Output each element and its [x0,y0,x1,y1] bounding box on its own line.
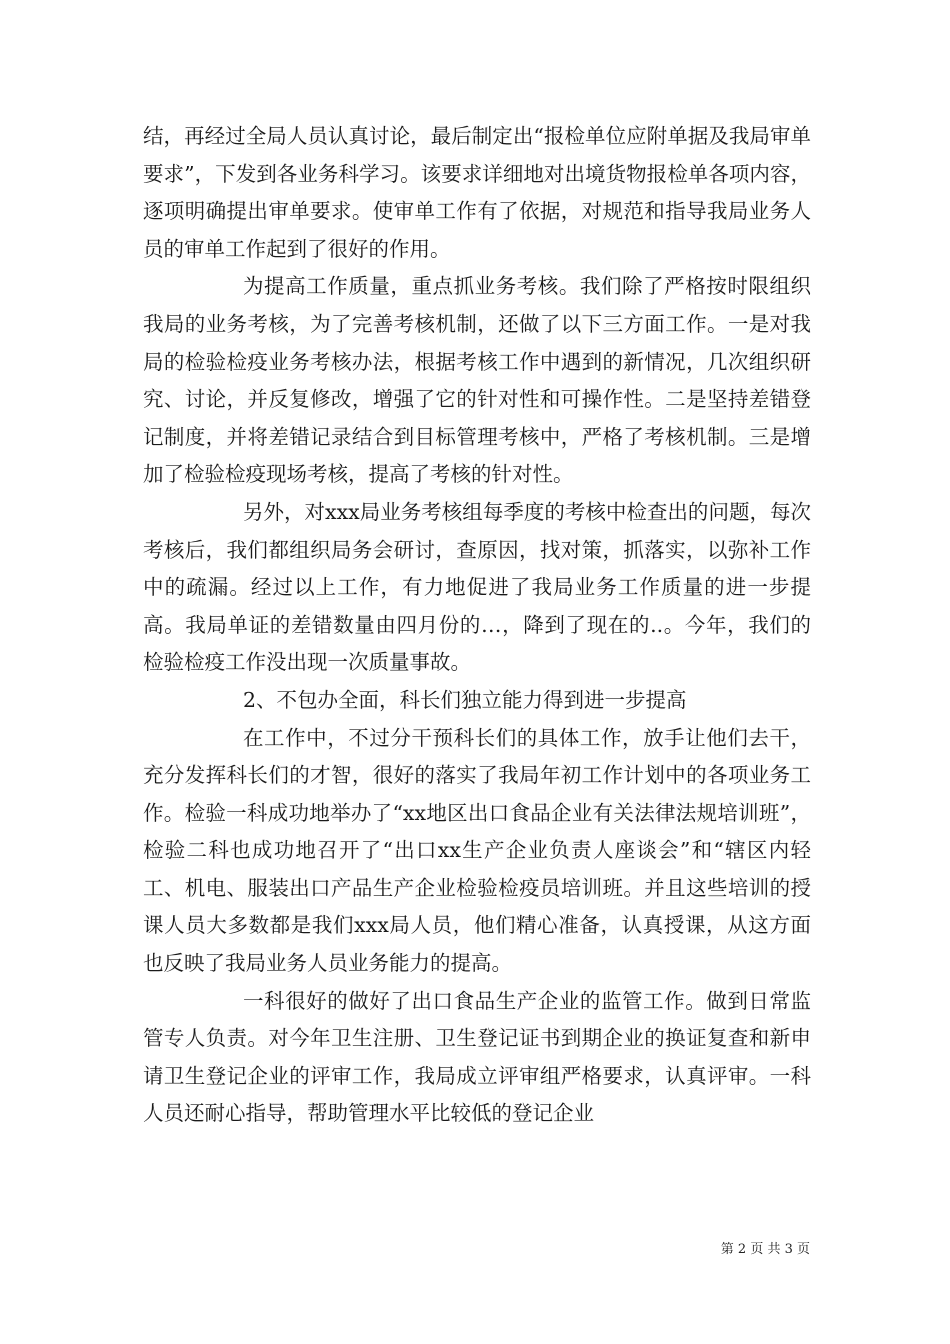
paragraph-quality-improvement: 另外，对xxx局业务考核组每季度的考核中检查出的问题，每次考核后，我们都组织局务会研讨，查原因，找对策，抓落实，以弥补工作中的疏漏。经过以上工作，有力地促进了我局业务工作质量的进一步提高。我局单证的差错数量由四月份的…，降到了现在的..。今年，我们的检验检疫工作没出现一次质量事故。 [143,499,811,675]
page-number-footer: 第 2 页 共 3 页 [720,1242,810,1257]
paragraph-food-supervision: 一科很好的做好了出口食品生产企业的监管工作。做到日常监管专人负责。对今年卫生注册、卫生登记证书到期企业的换证复查和新申请卫生登记企业的评审工作，我局成立评审组严格要求，认真评审。一科人员还耐心指导，帮助管理水平比较低的登记企业 [143,988,811,1126]
paragraph-continuation: 结，再经过全局人员认真讨论，最后制定出“报检单位应附单据及我局审单要求”，下发到各业务科学习。该要求详细地对出境货物报检单各项内容，逐项明确提出审单要求。使审单工作有了依据，对规范和指导我局业务人员的审单工作起到了很好的作用。 [143,124,811,261]
document-body [143,118,811,1133]
paragraph-section-chiefs: 在工作中，不过分干预科长们的具体工作，放手让他们去干，充分发挥科长们的才智，很好的落实了我局年初工作计划中的各项业务工作。检验一科成功地举办了“xx地区出口食品企业有关法律法规培训班”，检验二科也成功地召开了“出口xx生产企业负责人座谈会”和“辖区内轻工、机电、服装出口产品生产企业检验检疫员培训班。并且这些培训的授课人员大多数都是我们xxx局人员，他们精心准备，认真授课，从这方面也反映了我局业务人员业务能力的提高。 [143,725,811,976]
paragraph-business-assessment: 为提高工作质量，重点抓业务考核。我们除了严格按时限组织我局的业务考核，为了完善考核机制，还做了以下三方面工作。一是对我局的检验检疫业务考核办法，根据考核工作中遇到的新情况，几次组织研究、讨论，并反复修改，增强了它的针对性和可操作性。二是坚持差错登记制度，并将差错记录结合到目标管理考核中，严格了考核机制。三是增加了检验检疫现场考核，提高了考核的针对性。 [143,274,811,487]
section-heading: 2、不包办全面，科长们独立能力得到进一步提高 [243,687,687,712]
